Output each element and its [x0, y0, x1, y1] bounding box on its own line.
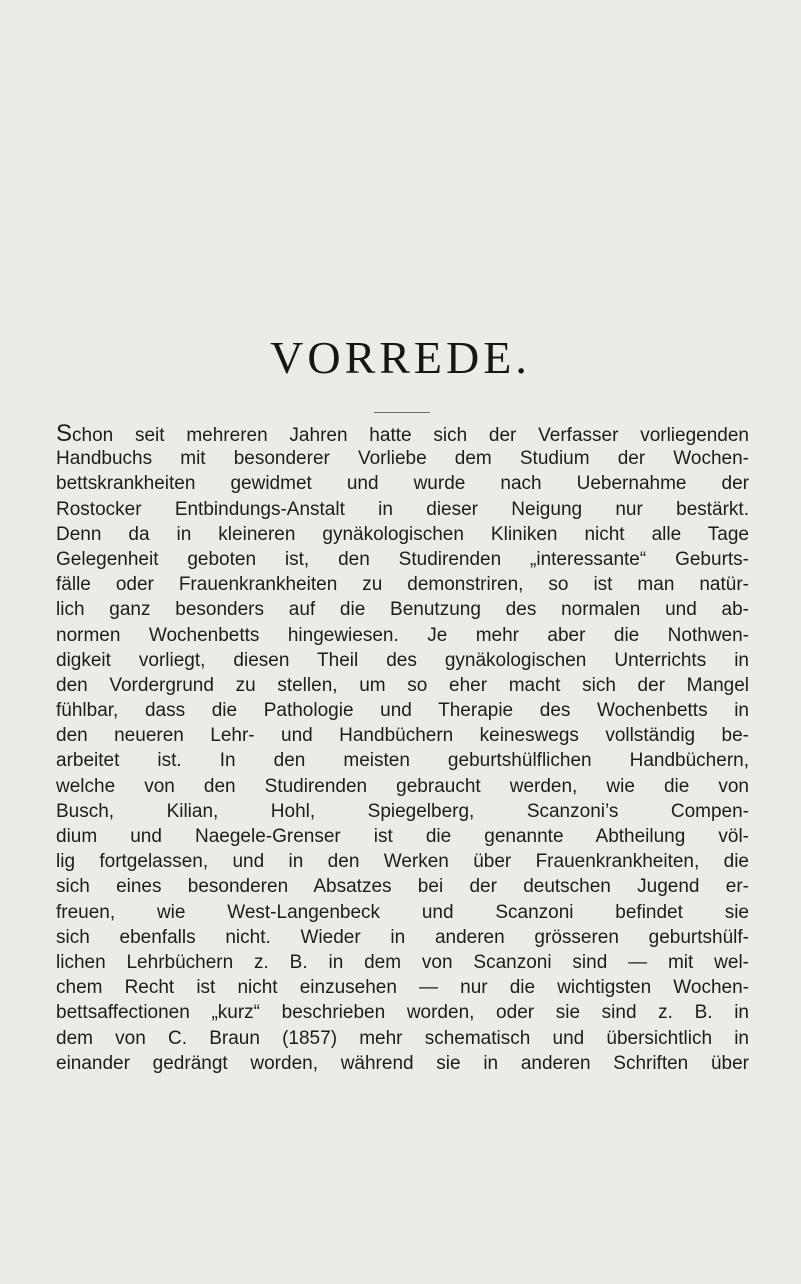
- text-line: arbeitet ist. In den meisten geburtshülflichen Handbüchern,: [56, 750, 749, 772]
- text-line: dem von C. Braun (1857) mehr schematisch und übersichtlich in: [56, 1027, 749, 1049]
- text-line: Busch, Kilian, Hohl, Spiegelberg, Scanzoni’s Compen-: [56, 800, 749, 822]
- page-title: VORREDE.: [270, 332, 531, 383]
- text-line: Rostocker Entbindungs-Anstalt in dieser Neigung nur bestärkt.: [56, 498, 749, 520]
- text-line: digkeit vorliegt, diesen Theil des gynäkologischen Unterrichts in: [56, 649, 749, 671]
- text-line: chem Recht ist nicht einzusehen — nur die wichtigsten Wochen-: [56, 977, 749, 999]
- text-line: bettskrankheiten gewidmet und wurde nach Uebernahme der: [56, 473, 749, 495]
- text-line: einander gedrängt worden, während sie in anderen Schriften über: [56, 1052, 749, 1074]
- text-line: freuen, wie West-Langenbeck und Scanzoni befindet sie: [56, 901, 749, 923]
- text-line: sich eines besonderen Absatzes bei der deutschen Jugend er-: [56, 876, 749, 898]
- text-line: sich ebenfalls nicht. Wieder in anderen grösseren geburtshülf-: [56, 926, 749, 948]
- text-line: lig fortgelassen, und in den Werken über Frauenkrankheiten, die: [56, 851, 749, 873]
- text-line: Schon seit mehreren Jahren hatte sich der Verfasser vorliegenden: [56, 420, 749, 447]
- text-line: fälle oder Frauenkrankheiten zu demonstriren, so ist man natür-: [56, 574, 749, 596]
- text-line: Handbuchs mit besonderer Vorliebe dem Studium der Wochen-: [56, 448, 749, 470]
- text-line: den neueren Lehr- und Handbüchern keineswegs vollständig be-: [56, 725, 749, 747]
- text-line: den Vordergrund zu stellen, um so eher macht sich der Mangel: [56, 674, 749, 696]
- text-line: fühlbar, dass die Pathologie und Therapie des Wochenbetts in: [56, 700, 749, 722]
- text-line: Gelegenheit geboten ist, den Studirenden „interessante“ Geburts-: [56, 548, 749, 570]
- text-line: normen Wochenbetts hingewiesen. Je mehr aber die Nothwen-: [56, 624, 749, 646]
- text-line: lichen Lehrbüchern z. B. in dem von Scanzoni sind — mit wel-: [56, 951, 749, 973]
- text-line: dium und Naegele-Grenser ist die genannte Abtheilung völ-: [56, 826, 749, 847]
- text-line: lich ganz besonders auf die Benutzung des normalen und ab-: [56, 599, 749, 621]
- title-divider: [374, 412, 430, 413]
- text-line: Denn da in kleineren gynäkologischen Kliniken nicht alle Tage: [56, 523, 749, 545]
- text-line: welche von den Studirenden gebraucht werden, wie die von: [56, 775, 749, 797]
- preface-paragraph: [56, 421, 749, 1076]
- text-line: bettsaffectionen „kurz“ beschrieben worden, oder sie sind z. B. in: [56, 1002, 749, 1024]
